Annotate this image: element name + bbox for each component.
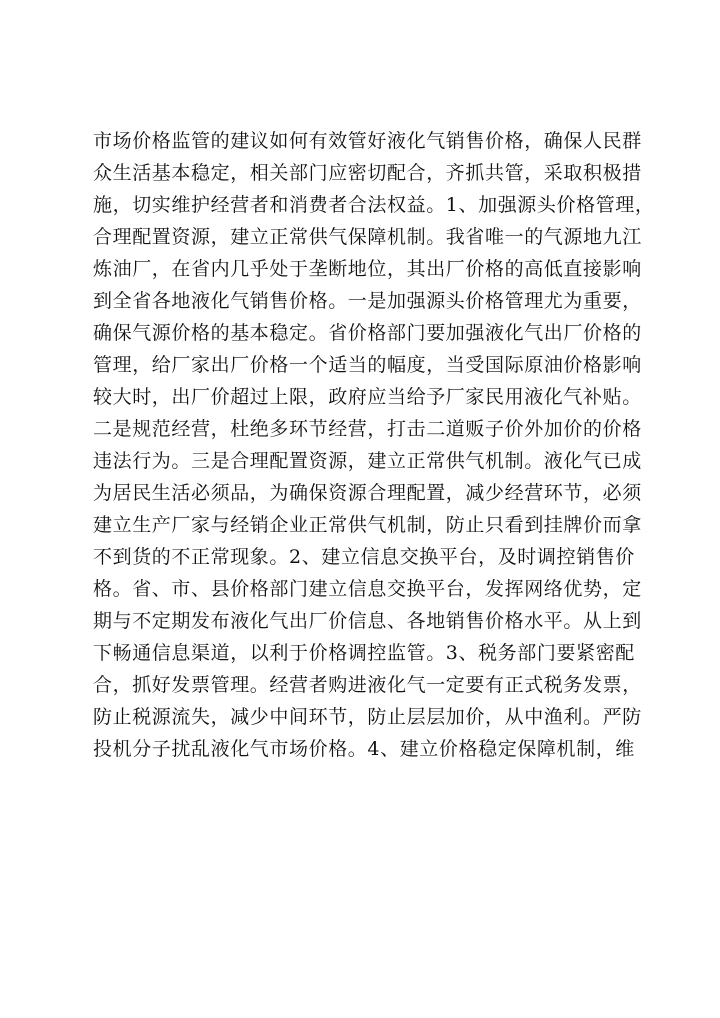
text-line: 合，抓好发票管理。经营者购进液化气一定要有正式税务发票， — [93, 674, 642, 696]
text-line: 下畅通信息渠道，以利于价格调控监管。3、税务部门要紧密配 — [93, 642, 635, 664]
text-line: 防止税源流失，减少中间环节，防止层层加价，从中渔利。严防 — [93, 706, 642, 728]
text-line: 违法行为。三是合理配置资源，建立正常供气机制。液化气已成 — [93, 450, 642, 472]
text-line: 建立生产厂家与经销企业正常供气机制，防止只看到挂牌价而拿 — [93, 514, 642, 536]
text-line: 确保气源价格的基本稳定。省价格部门要加强液化气出厂价格的 — [93, 322, 642, 344]
text-line: 炼油厂，在省内几乎处于垄断地位，其出厂价格的高低直接影响 — [93, 258, 642, 280]
text-line: 众生活基本稳定，相关部门应密切配合，齐抓共管，采取积极措 — [93, 162, 642, 184]
text-line: 到全省各地液化气销售价格。一是加强源头价格管理尤为重要， — [93, 290, 642, 312]
text-line: 格。省、市、县价格部门建立信息交换平台，发挥网络优势，定 — [93, 578, 642, 600]
text-line: 管理，给厂家出厂价格一个适当的幅度，当受国际原油价格影响 — [93, 354, 642, 376]
text-line: 不到货的不正常现象。2、建立信息交换平台，及时调控销售价 — [93, 546, 635, 568]
text-line: 较大时，出厂价超过上限，政府应当给予厂家民用液化气补贴。 — [93, 386, 642, 408]
text-line: 市场价格监管的建议如何有效管好液化气销售价格，确保人民群 — [93, 130, 642, 152]
text-line: 为居民生活必须品，为确保资源合理配置，减少经营环节，必须 — [93, 482, 642, 504]
text-line: 投机分子扰乱液化气市场价格。4、建立价格稳定保障机制，维 — [93, 738, 635, 760]
text-line: 期与不定期发布液化气出厂价信息、各地销售价格水平。从上到 — [93, 610, 642, 632]
text-line: 施，切实维护经营者和消费者合法权益。1、加强源头价格管理， — [93, 194, 655, 216]
text-line: 合理配置资源，建立正常供气保障机制。我省唯一的气源地九江 — [93, 226, 642, 248]
body-text — [93, 125, 655, 765]
text-line: 二是规范经营，杜绝多环节经营，打击二道贩子价外加价的价格 — [93, 418, 642, 440]
